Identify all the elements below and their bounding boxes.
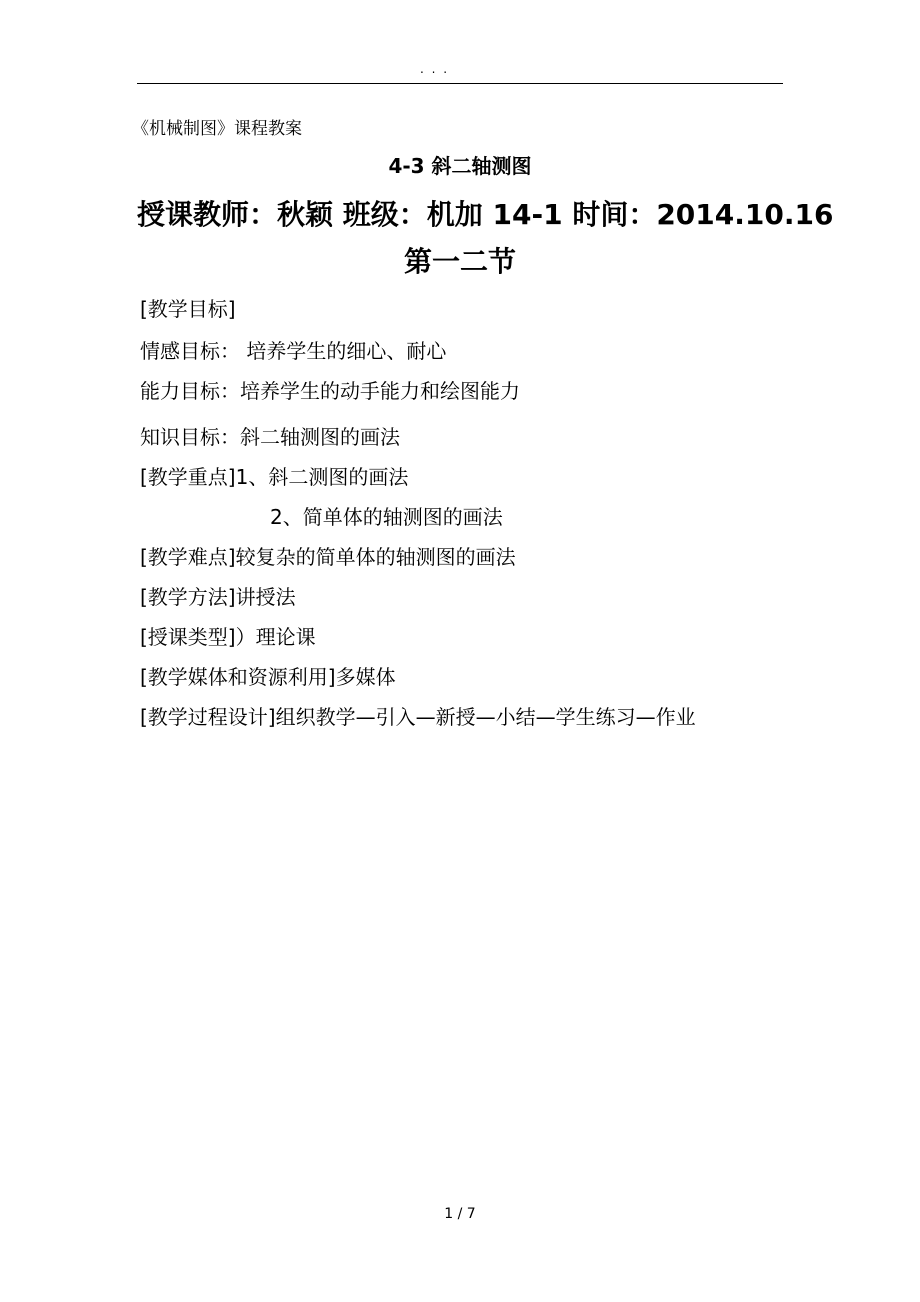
teaching-media: [教学媒体和资源利用]多媒体 bbox=[140, 665, 396, 689]
section-heading: 第一二节 bbox=[403, 245, 516, 278]
lesson-type: [授课类型]）理论课 bbox=[140, 625, 316, 649]
teaching-process-design: [教学过程设计]组织教学—引入—新授—小结—学生练习—作业 bbox=[140, 705, 696, 729]
teaching-difficulty: [教学难点]较复杂的简单体的轴测图的画法 bbox=[140, 545, 516, 569]
course-title: 《机械制图》课程教案 bbox=[132, 119, 302, 139]
header-rule bbox=[137, 83, 783, 84]
lesson-title: 4-3 斜二轴测图 bbox=[388, 154, 532, 178]
header-marks: . . . bbox=[420, 62, 450, 76]
teaching-key-point-2: 2、简单体的轴测图的画法 bbox=[270, 505, 503, 529]
knowledge-objective: 知识目标：斜二轴测图的画法 bbox=[140, 425, 400, 449]
teaching-method: [教学方法]讲授法 bbox=[140, 585, 296, 609]
teaching-key-point-1: [教学重点]1、斜二测图的画法 bbox=[140, 465, 409, 489]
page-number: 1 / 7 bbox=[444, 1206, 476, 1222]
ability-objective: 能力目标：培养学生的动手能力和绘图能力 bbox=[140, 379, 520, 403]
teacher-class-time-line: 授课教师：秋颖 班级：机加 14-1 时间：2014.10.16 bbox=[137, 198, 834, 231]
teaching-objectives-heading: [教学目标] bbox=[140, 297, 236, 321]
emotional-objective: 情感目标： 培养学生的细心、耐心 bbox=[140, 339, 447, 363]
